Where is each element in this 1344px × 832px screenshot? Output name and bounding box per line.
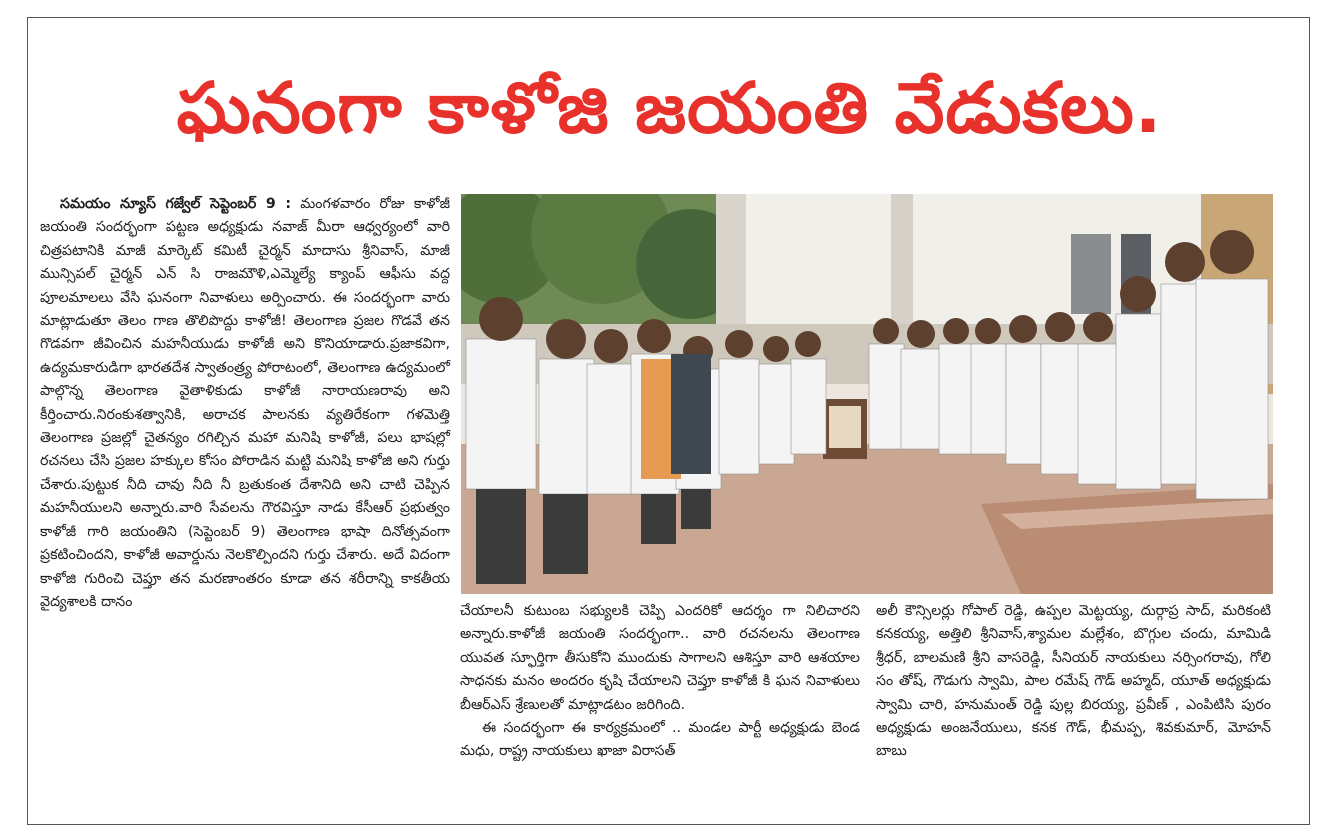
article-paragraph [40, 193, 450, 614]
article-paragraph: ఈ సందర్భంగా ఈ కార్యక్రమంలో .. మండల పార్టీ అధ్యక్షుడు బెండ మధు, రాష్ట్ర నాయకులు ఖాజా విరాసత్ [460, 720, 860, 760]
headline: ఘనంగా కాళోజి జయంతి వేడుకలు. [176, 67, 1163, 149]
article-column-1 [40, 193, 450, 614]
newspaper-clipping [27, 17, 1310, 825]
article-column-2 [460, 600, 860, 764]
article-column-3 [876, 600, 1271, 764]
group-photo-illustration [461, 194, 1273, 594]
article-text: మంగళవారం రోజు కాళోజీ జయంతి సందర్భంగా పట్టణ అధ్యక్షుడు నవాజ్ మీరా ఆధ్వర్యంలో వారి చిత్రపటానికి మాజీ మార్కెట్ కమిటీ చైర్మన్ మాదాసు శ్రీనివాస్, మాజీ మున్సిపల్ చైర్మన్ ఎన్ సి రాజమౌళి,ఎమ్మెల్యే క్యాంప్ ఆఫీసు వద్ద పూలమాలలు వేసి ఘనంగా నివాళులు అర్పించారు. ఈ సందర్భంగా వారు మాట్లాడుతూ తెలం గాణ తొలిపొద్దు కాళోజీ! తెలంగాణ ప్రజల గొడవే తన గొడవగా జీవించిన మహనీయుడు కాళోజీ అని కొనియాడారు.ప్రజాకవిగా, ఉద్యమకారుడిగా భారతదేశ స్వాతంత్ర్య పోరాటంలో, తెలంగాణ ఉద్యమంలో పాల్గొన్న తెలంగాణ వైతాళికుడు కాళోజీ నారాయణరావు అని కీర్తించారు.నిరంకుశత్వానికి, అరాచక పాలనకు వ్యతిరేకంగా గళమెత్తి తెలంగాణ ప్రజల్లో చైతన్యం రగిల్చిన మహా మనిషి కాళోజీ, పలు భాషల్లో రచనలు చేసి ప్రజల హక్కుల కోసం పోరాడిన మట్టి మనిషి కాళోజి అని గుర్తు చేశారు.పుట్టుక నీది చావు నీది నీ బ్రతుకంత దేశానిది అని చాటి చెప్పిన మహనీయులని అన్నారు.వారి సేవలను గౌరవిస్తూ నాడు కేసీఆర్ ప్రభుత్వం కాళోజీ గారి జయంతిని (సెప్టెంబర్ 9) తెలంగాణ భాషా దినోత్సవంగా ప్రకటించిందని, కాళోజీ అవార్డును నెలకొల్పిందని గుర్తు చేశారు. అదే విదంగా కాళోజి గురించి చెప్తూ తన మరణాంతరం కూడా తన శరీరాన్ని కాకతీయ వైద్యశాలకి దానం [40, 196, 450, 610]
article-paragraph: చేయాలనీ కుటుంబ సభ్యులకి చెప్పి ఎందరికో ఆదర్శం గా నిలిచారని అన్నారు.కాళోజీ జయంతి సందర్భంగా.. వారి రచనలను తెలంగాణ యువత స్ఫూర్తిగా తీసుకోని ముందుకు సాగాలని ఆశిస్తూ వారి ఆశయాల సాధనకు మనం అందరం కృషి చేయాలని చెప్తూ కాళోజీ కి ఘన నివాళులు బీఆర్ఎస్ శ్రేణులతో మాట్లాడటం జరిగింది. [460, 603, 860, 713]
article-paragraph: అలీ కౌన్సిలర్లు గోపాల్ రెడ్డి, ఉప్పల మెట్టయ్య, దుర్గాప్ర సాద్, మరికంటి కనకయ్య, అత్తిలి శ్రీనివాస్,శ్యామల మల్లేశం, బొగ్గుల చందు, మామిడి శ్రీధర్, బాలమణి శ్రీని వాసరెడ్డి, సీనియర్ నాయకులు నర్సింగరావు, గోలి సం తోష్, గౌడుగు స్వామి, పాల రమేష్ గౌడ్ అహ్మద్, యూత్ అధ్యక్షుడు స్వామి చారి, హనుమంత్ రెడ్డి పుల్ల బిరయ్య, ప్రవీణ్ , ఎంపిటిసి పురం అధ్యక్షుడు అంజనేయులు, కనక గౌడ్, భీమప్ప, శివకుమార్, మోహన్ బాబు [876, 603, 1271, 760]
dateline: సమయం న్యూస్ గజ్వేల్ సెప్టెంబర్ 9 : [60, 196, 292, 212]
event-photo [461, 194, 1273, 594]
